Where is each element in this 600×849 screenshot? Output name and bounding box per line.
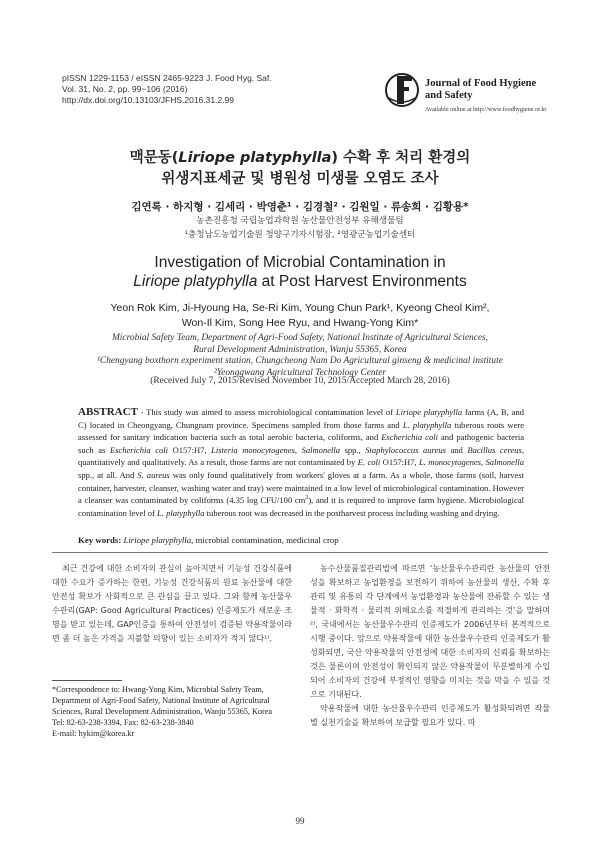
korean-title: 맥문동(Liriope platyphylla) 수확 후 처리 환경의 위생지표세균 및 병원성 미생물 오염도 조사 (129, 150, 471, 187)
journal-logo (385, 70, 560, 118)
correspondence-email[interactable]: E-mail: hykim@korea.kr (52, 729, 135, 738)
korean-affiliations: 농촌진흥청 국립농업과학원 농산물안전성부 유해생물팀 ¹충청남도농업기술원 청양구기자시험장, ²영광군농업기술센터 (184, 216, 416, 240)
keywords-label: Key words: (78, 535, 122, 545)
english-title: Investigation of Microbial Contamination in Liriope platyphylla at Post Harvest Environments (133, 254, 467, 290)
journal-meta (62, 73, 272, 106)
footnote-divider (52, 680, 122, 681)
journal-url[interactable]: Available online at http://www.foodhygiene.or.kr (425, 106, 547, 113)
received-dates: (Received July 7, 2015/Revised November 10, 2015/Accepted March 28, 2016) (150, 376, 450, 386)
body-paragraph: 최근 건강에 대한 소비자의 관심이 높아지면서 기능성 건강식품에 대한 수요가 증가하는 한편, 기능성 건강식품의 원료 농산물에 대한 안전성 확보가 사회적으로 큰 관심을 끌고 있다. 그와 함께 농산물우수관리(GAP: Good Agricultural Practices) 인증제도가 새로운 조명을 받고 있는데, GAP인증을 통하여 안전성이 검증된 약용작물이라면 좀 더 높은 가격을 지불할 의향이 있는 소비자가 적지 않다¹⁾. (52, 564, 292, 643)
journal-logo-icon (385, 70, 419, 110)
body-paragraph: 농수산물품질관리법에 따르면 ‘농산물우수관리란 농산물의 안전성을 확보하고 농업환경을 보전하기 위하여 농산물의 생산, 수확 후 관리 및 유통의 각 단계에서 농업환경과 농산물에 잔류할 수 있는 생물적 · 화학적 · 물리적 위해요소를 적절하게 관리하는 것’을 말하며²⁾, 국내에서는 농산물우수관리 인증제도가 2006년부터 본격적으로 시행 중이다. 앞으로 약용작물에 대한 농산물우수관리 인증제도가 활성화되면, 국산 약용작물의 안전성에 대한 소비자의 신뢰를 확보하는 것은 물론이며 안전성이 확인되지 않은 약용작물이 무분별하게 수입되어 소비자의 건강에 부정적인 영향을 미치는 것을 막을 수 있을 것으로 기대된다. (310, 564, 550, 699)
page-number: 99 (295, 816, 305, 826)
english-affiliations: Microbial Safety Team, Department of Agri-Food Safety, National Institute of Agricultural Sciences, Rural Development Administration, Wanju 55365, Korea ¹Chengyang boxthorn experiment station, Chungcheong Nam Do Agricultural ginseng & medicinal institute ²Yeonggwang Agricultural Technology Center (97, 333, 503, 378)
volume-line: Vol. 31, No. 2, pp. 99~106 (2016) (62, 84, 188, 94)
body-column-left (52, 562, 292, 646)
english-authors: Yeon Rok Kim, Ji-Hyoung Ha, Se-Ri Kim, Young Chun Park¹, Kyeong Cheol Kim², Won-Il Kim, Song Hee Ryu, and Hwang-Yong Kim* (110, 302, 490, 329)
body-paragraph: 약용작물에 대한 농산물우수관리 인증제도가 활성화되려면 작물별 실천기술을 확보하여 보급할 필요가 있다. 따 (310, 704, 550, 727)
doi-link[interactable]: http://dx.doi.org/10.13103/JFHS.2016.31.2.99 (62, 95, 235, 105)
body-column-right (310, 562, 550, 730)
korean-authors: 김연록 · 하지형 · 김세리 · 박영춘¹ · 김경철² · 김원일 · 류송희 · 김황용* (131, 201, 469, 213)
abstract: ABSTRACT - This study was aimed to assess microbiological contamination level of Liriope platyphylla farms (A, B, and C) located in Cheongyang, Chungnam province. Specimens sampled from those farms and L. platyphylla tuberous roots were assessed for sanitary indication bacteria such as total aerobic bacteria, coliforms, and Escherichia coli and pathogenic bacteria such as Escherichia coli O157:H7, Listeria monocytogenes, Salmonella spp., Staphylococcus aureus and Bacillus cereus, quantitatively and qualitatively. As a result, those farms are not contaminated by E. coli O157:H7, L. monocytogenes, Salmonella spp., at all. And S. aureus was only found qualitatively from workers' gloves at a farm. As a whole, those farms (soil, harvest container, harvester, cleanser, washing water and tray) were maintained in a low level of microbiological contamination. However a cleanser was contaminated by coliforms (4.35 log CFU/100 $cm^2$), and it is required to improve farm hygiene. Microbiological contamination level of L. platyphylla tuberous root was decreased in the postharvest process including washing and drying. (78, 406, 525, 518)
journal-name: Journal of Food Hygiene and Safety (425, 78, 537, 101)
abstract-label: ABSTRACT (78, 406, 138, 418)
issn-line: pISSN 1229-1153 / eISSN 2465-9223 J. Food Hyg. Saf. (62, 73, 272, 83)
correspondence-footnote: *Correspondence to: Hwang-Yong Kim, Microbial Safety Team, Department of Agri-Food Safety, National Institute of Agricultural Sciences, Rural Development Administration, Wanju 55365, Korea Tel: 82-63-238-3394, Fax: 82-63-238-3840 E-mail: hykim@korea.kr (52, 684, 298, 739)
section-divider (52, 552, 548, 553)
keywords: Key words: Liriope platyphylla, microbial contamination, medicinal crop (78, 535, 339, 545)
